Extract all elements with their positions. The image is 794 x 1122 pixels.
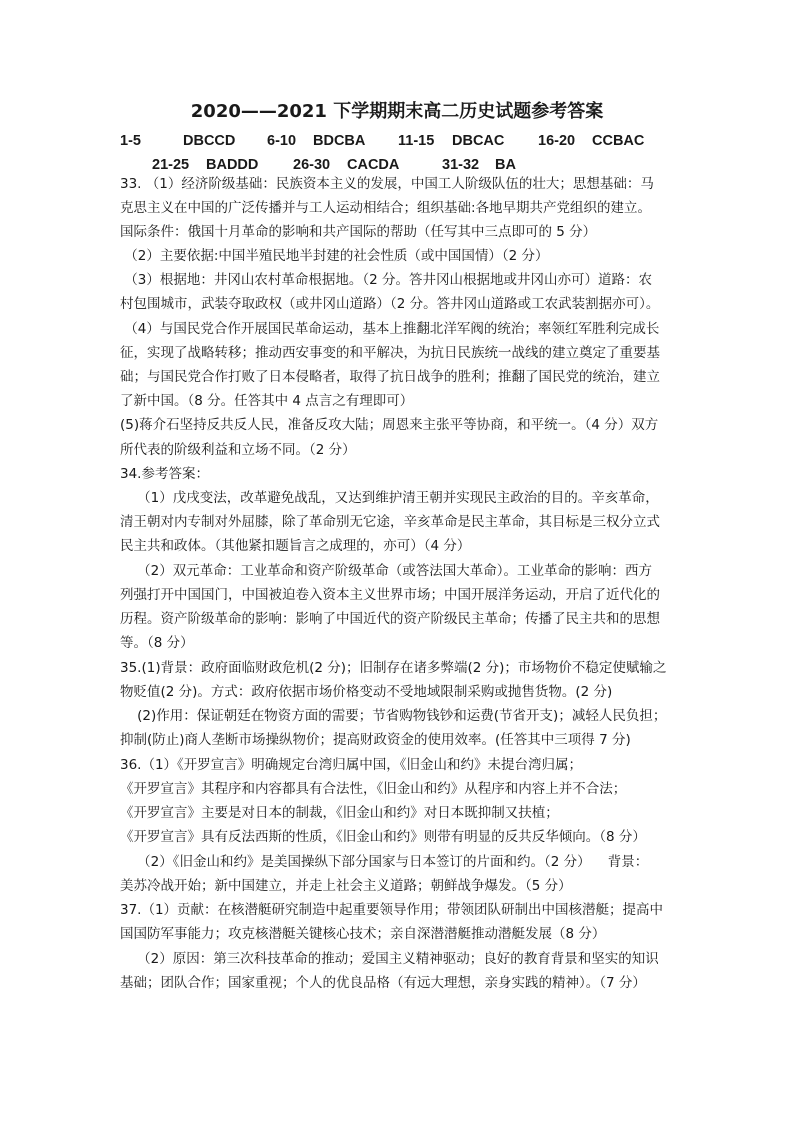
answer-letters: BA bbox=[495, 157, 516, 173]
answer-line: 村包围城市，武装夺取政权（或井冈山道路）（2 分。答井冈山道路或工农武装割据亦可）。 bbox=[120, 296, 660, 312]
answer-letters: CCBAC bbox=[592, 133, 645, 149]
answer-line: 34.参考答案： bbox=[120, 466, 209, 482]
answer-line: 所代表的阶级利益和立场不同。（2 分） bbox=[120, 442, 356, 458]
answer-range: 26-30 bbox=[293, 157, 331, 173]
answer-line: 列强打开中国国门，中国被迫卷入资本主义世界市场；中国开展洋务运动，开启了近代化的 bbox=[120, 587, 660, 603]
answer-line: （2）主要依据:中国半殖民地半封建的社会性质（或中国国情）（2 分） bbox=[120, 248, 549, 264]
answer-letters: DBCCD bbox=[183, 133, 236, 149]
answer-line: （2）《旧金山和约》是美国操纵下部分国家与日本签订的片面和约。（2 分） 背景： bbox=[120, 854, 649, 870]
answer-line: （2）双元革命：工业革命和资产阶级革命（或答法国大革命）。工业革命的影响：西方 bbox=[120, 563, 653, 579]
answer-line: 基础；团队合作；国家重视；个人的优良品格（有远大理想，亲身实践的精神）。（7 分） bbox=[120, 975, 646, 991]
answer-range: 6-10 bbox=[267, 133, 297, 149]
page-title: 2020——2021 下学期期末高二历史试题参考答案 bbox=[190, 101, 604, 122]
answer-line: 民主共和政体。（其他紧扣题旨言之成理的，亦可）（4 分） bbox=[120, 538, 471, 554]
answer-range: 1-5 bbox=[120, 133, 141, 149]
answer-range: 16-20 bbox=[538, 133, 576, 149]
answer-line: 物贬值(2 分)。方式：政府依据市场价格变动不受地域限制采购或抛售货物。(2 分) bbox=[120, 684, 613, 700]
answer-line: （1）戊戌变法，改革避免战乱，又达到维护清王朝并实现民主政治的目的。辛亥革命， bbox=[120, 490, 659, 506]
answer-line: 国国防军事能力；攻克核潜艇关键核心技术；亲自深潜潜艇推动潜艇发展（8 分） bbox=[120, 926, 606, 942]
answer-line: 美苏冷战开始；新中国建立，并走上社会主义道路；朝鲜战争爆发。（5 分） bbox=[120, 878, 572, 894]
answer-range: 11-15 bbox=[398, 133, 435, 149]
answer-line: 了新中国。（8 分。任答其中 4 点言之有理即可） bbox=[120, 393, 414, 409]
answer-letters: BADDD bbox=[206, 157, 259, 173]
answer-letters: BDCBA bbox=[313, 133, 366, 149]
answer-line: 克思主义在中国的广泛传播并与工人运动相结合；组织基础:各地早期共产党组织的建立。 bbox=[120, 200, 652, 216]
answer-letters: CACDA bbox=[347, 157, 400, 173]
answer-line: 国际条件：俄国十月革命的影响和共产国际的帮助（任写其中三点即可的 5 分） bbox=[120, 224, 597, 240]
answer-line: （2）原因：第三次科技革命的推动；爱国主义精神驱动；良好的教育背景和坚实的知识 bbox=[120, 951, 659, 967]
answer-range: 21-25 bbox=[152, 157, 190, 173]
answer-line: (2)作用：保证朝廷在物资方面的需要；节省购物钱钞和运费(节省开支)；减轻人民负担； bbox=[120, 708, 667, 724]
answer-line: 35.(1)背景：政府面临财政危机(2 分)；旧制存在诸多弊端(2 分)；市场物价不稳定使赋输之 bbox=[120, 660, 667, 676]
answer-line: 《开罗宣言》其程序和内容都具有合法性，《旧金山和约》从程序和内容上并不合法； bbox=[120, 781, 627, 797]
answer-line: 37.（1）贡献：在核潜艇研究制造中起重要领导作用；带领团队研制出中国核潜艇；提高中 bbox=[120, 902, 664, 918]
answer-line: 《开罗宣言》具有反法西斯的性质，《旧金山和约》则带有明显的反共反华倾向。（8 分） bbox=[120, 829, 646, 845]
answer-line: （4）与国民党合作开展国民革命运动，基本上推翻北洋军阀的统治；率领红军胜利完成长 bbox=[120, 321, 660, 337]
answer-line: 抑制(防止)商人垄断市场操纵物价；提高财政资金的使用效率。(任答其中三项得 7 分) bbox=[120, 732, 631, 748]
answer-line: 36.（1）《开罗宣言》明确规定台湾归属中国，《旧金山和约》未提台湾归属； bbox=[120, 757, 583, 773]
answer-letters: DBCAC bbox=[452, 133, 505, 149]
answer-line: 征，实现了战略转移；推动西安事变的和平解决，为抗日民族统一战线的建立奠定了重要基 bbox=[120, 345, 660, 361]
answer-line: 等。（8 分） bbox=[120, 635, 194, 651]
answer-line: 33. （1）经济阶级基础：民族资本主义的发展，中国工人阶级队伍的壮大；思想基础：马 bbox=[120, 176, 654, 192]
answer-line: （3）根据地：井冈山农村革命根据地。（2 分。答井冈山根据地或井冈山亦可）道路：农 bbox=[120, 272, 653, 288]
answer-line: 《开罗宣言》主要是对日本的制裁，《旧金山和约》对日本既抑制又扶植； bbox=[120, 805, 559, 821]
answer-range: 31-32 bbox=[442, 157, 480, 173]
answer-line: 历程。资产阶级革命的影响：影响了中国近代的资产阶级民主革命；传播了民主共和的思想 bbox=[120, 611, 660, 627]
answer-line: (5)蒋介石坚持反共反人民，准备反攻大陆；周恩来主张平等协商，和平统一。（4 分）双方 bbox=[120, 417, 659, 433]
answer-line: 清王朝对内专制对外屈膝，除了革命别无它途，辛亥革命是民主革命，其目标是三权分立式 bbox=[120, 514, 660, 530]
answer-line: 础；与国民党合作打败了日本侵略者，取得了抗日战争的胜利；推翻了国民党的统治，建立 bbox=[120, 369, 660, 385]
